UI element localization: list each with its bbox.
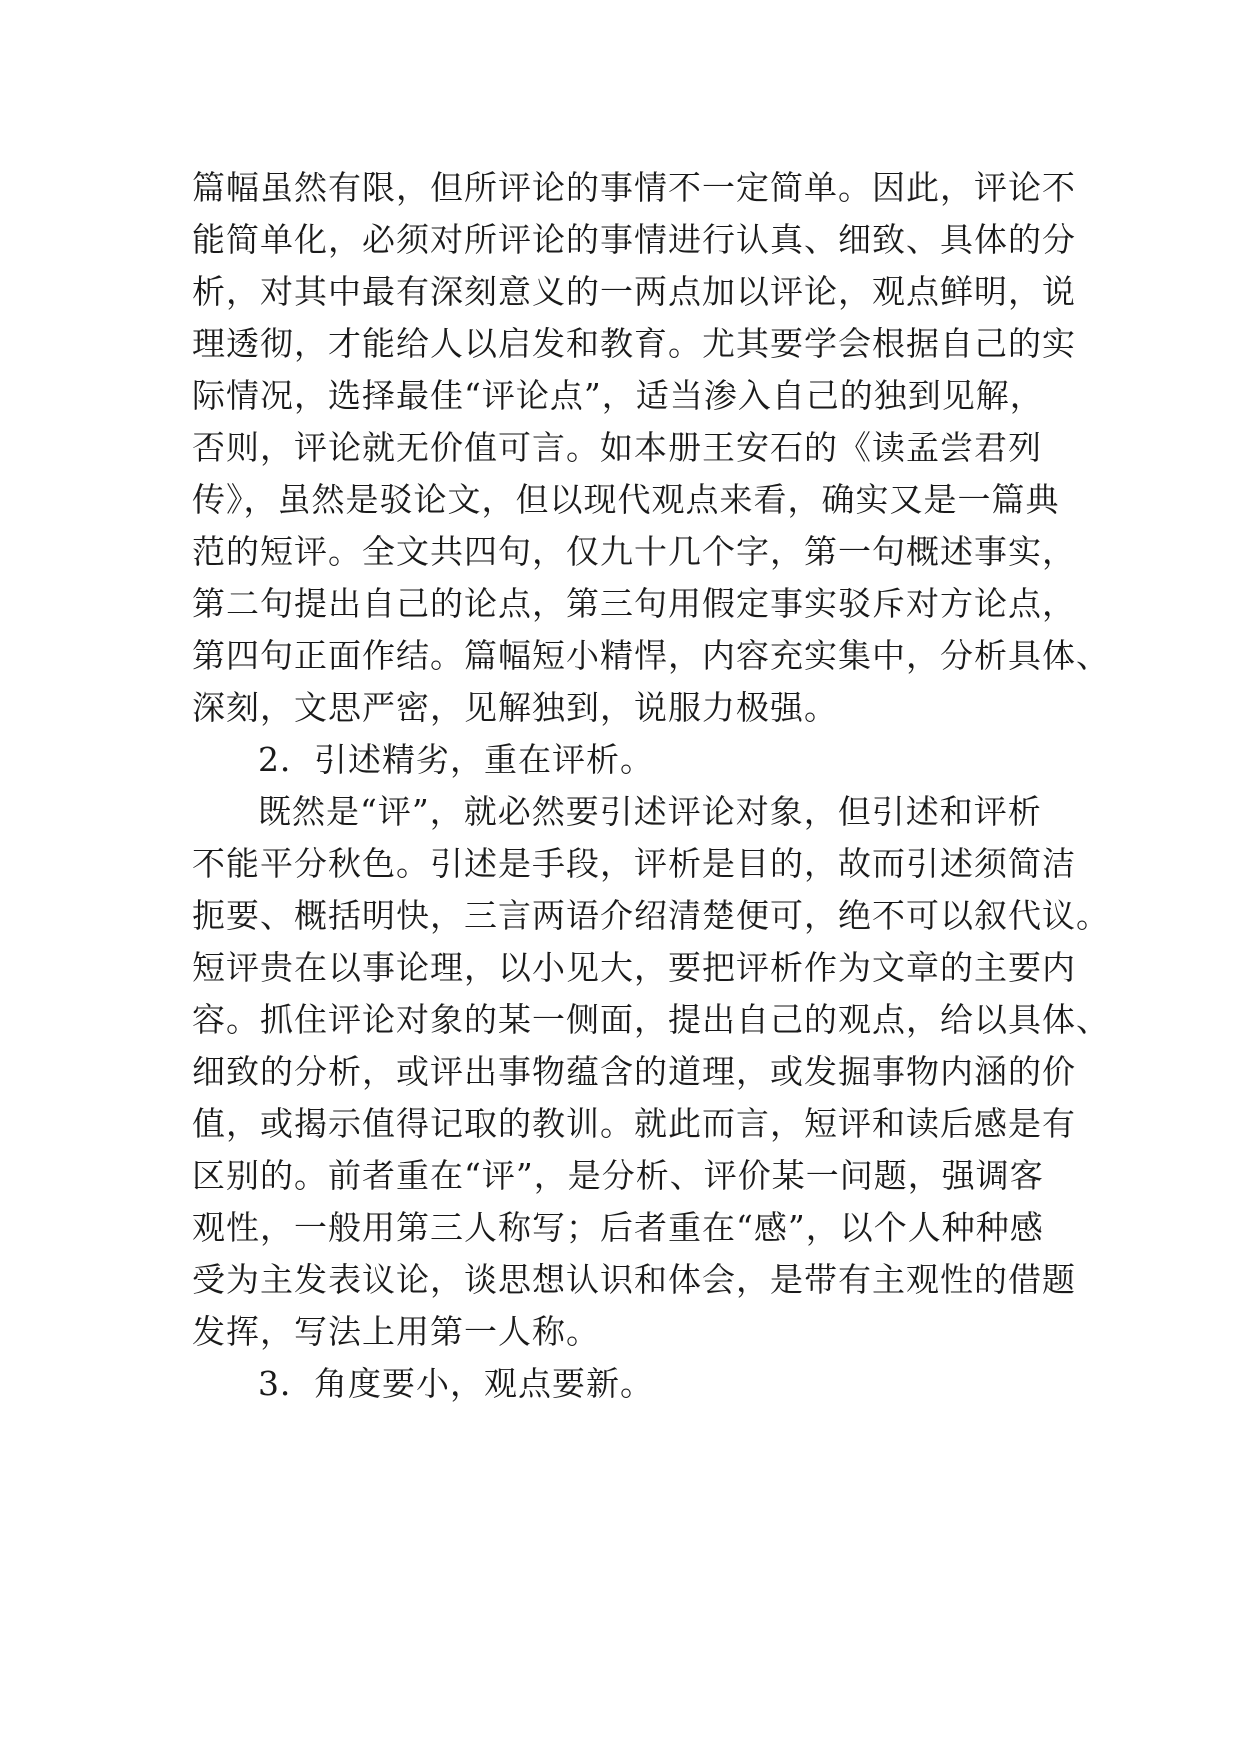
text-line-1: 篇幅虽然有限，但所评论的事情不一定简单。因此，评论不 — [192, 168, 1076, 207]
text-line-8: 范的短评。全文共四句，仅九十几个字，第一句概述事实， — [192, 532, 1076, 571]
section-heading-2: 2．引述精劣，重在评析。 — [258, 740, 654, 779]
text-line-2: 能简单化，必须对所评论的事情进行认真、细致、具体的分 — [192, 220, 1076, 259]
text-line-11: 深刻，文思严密，见解独到，说服力极强。 — [192, 688, 838, 727]
text-line-23: 发挥，写法上用第一人称。 — [192, 1312, 600, 1351]
text-line-19: 值，或揭示值得记取的教训。就此而言，短评和读后感是有 — [192, 1104, 1076, 1143]
text-line-17: 容。抓住评论对象的某一侧面，提出自己的观点，给以具体、 — [192, 1000, 1110, 1039]
text-line-7: 传》，虽然是驳论文，但以现代观点来看，确实又是一篇典 — [192, 480, 1060, 519]
text-line-15: 扼要、概括明快，三言两语介绍清楚便可，绝不可以叙代议。 — [192, 896, 1110, 935]
text-line-18: 细致的分析，或评出事物蕴含的道理，或发掘事物内涵的价 — [192, 1052, 1076, 1091]
text-line-9: 第二句提出自己的论点，第三句用假定事实驳斥对方论点， — [192, 584, 1076, 623]
text-line-13: 既然是“评”，就必然要引述评论对象，但引述和评析 — [258, 792, 1042, 831]
text-line-6: 否则，评论就无价值可言。如本册王安石的《读孟尝君列 — [192, 428, 1042, 467]
text-line-21: 观性，一般用第三人称写；后者重在“感”，以个人种种感 — [192, 1208, 1044, 1247]
text-line-10: 第四句正面作结。篇幅短小精悍，内容充实集中，分析具体、 — [192, 636, 1110, 675]
text-line-14: 不能平分秋色。引述是手段，评析是目的，故而引述须简洁 — [192, 844, 1076, 883]
text-line-3: 析，对其中最有深刻意义的一两点加以评论，观点鲜明，说 — [192, 272, 1076, 311]
section-heading-3: 3．角度要小，观点要新。 — [258, 1364, 654, 1403]
text-line-5: 际情况，选择最佳“评论点”，适当渗入自己的独到见解， — [192, 376, 1044, 415]
text-line-4: 理透彻，才能给人以启发和教育。尤其要学会根据自己的实 — [192, 324, 1076, 363]
text-line-16: 短评贵在以事论理，以小见大，要把评析作为文章的主要内 — [192, 948, 1076, 987]
body-text — [192, 162, 1110, 1410]
text-line-22: 受为主发表议论，谈思想认识和体会，是带有主观性的借题 — [192, 1260, 1076, 1299]
text-line-20: 区别的。前者重在“评”，是分析、评价某一问题，强调客 — [192, 1156, 1044, 1195]
